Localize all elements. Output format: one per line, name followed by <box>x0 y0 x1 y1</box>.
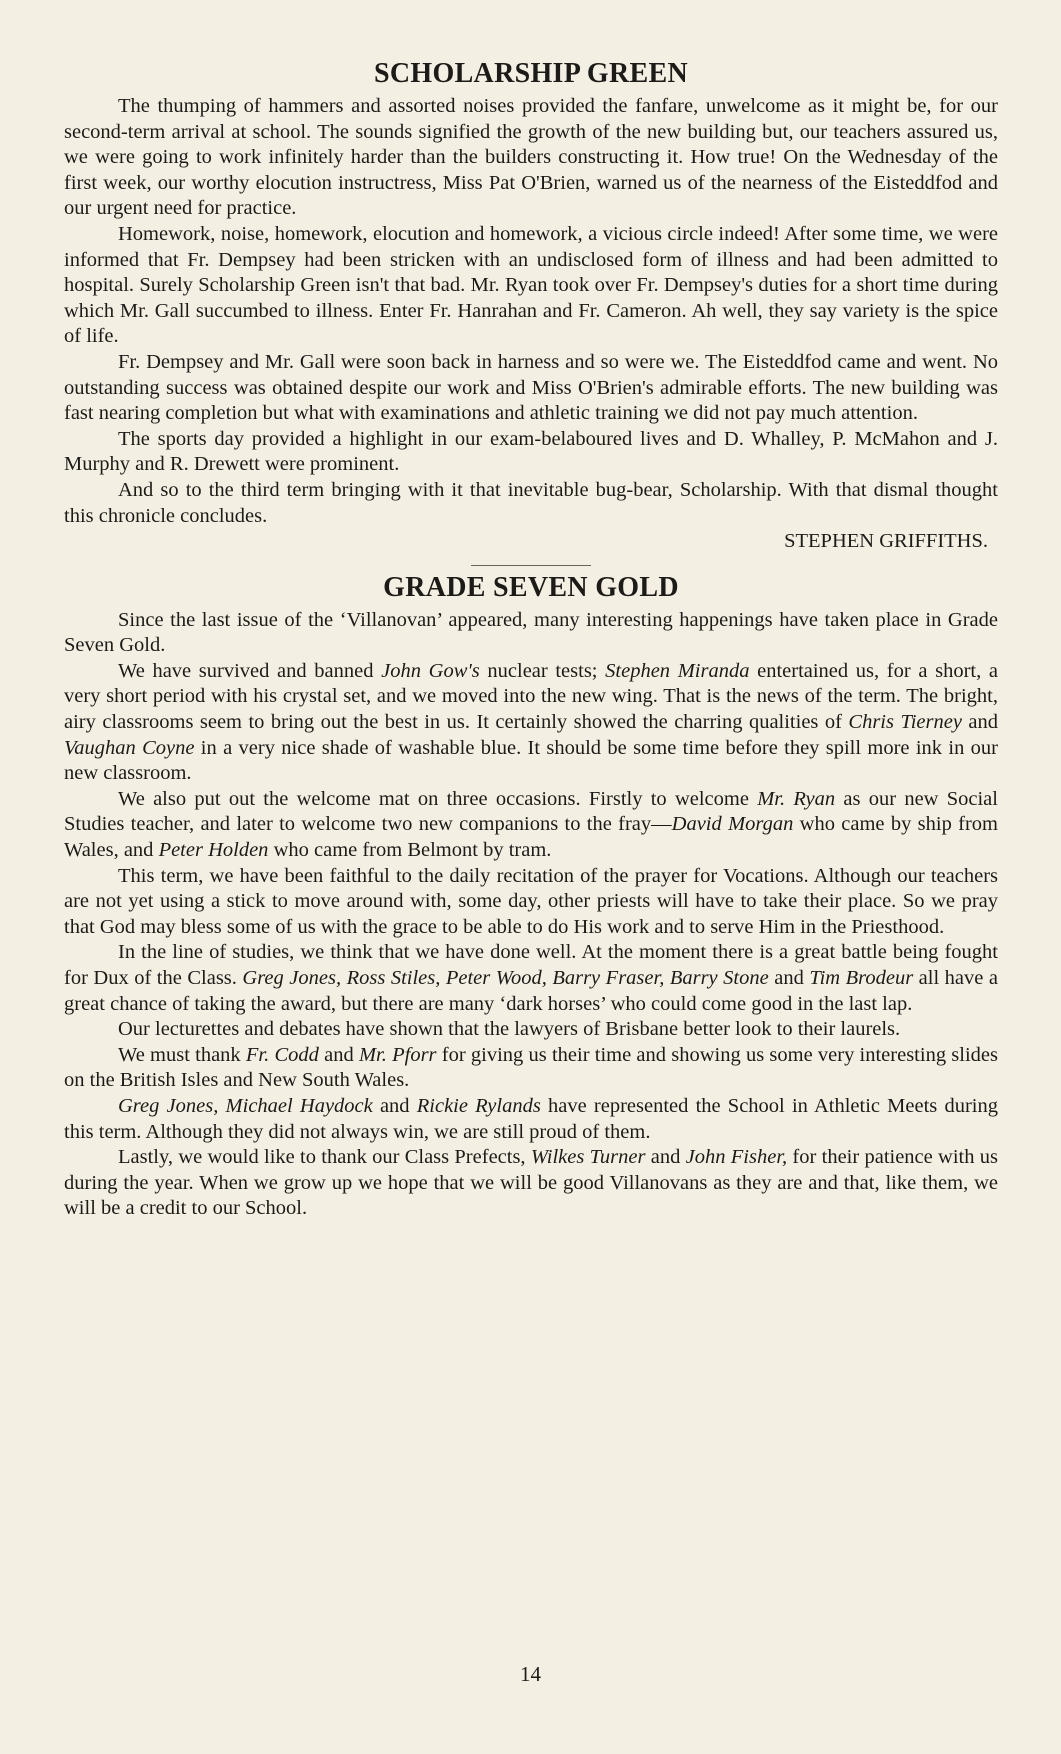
student-name: John Gow's <box>381 659 480 682</box>
teacher-name: Mr. Pforr <box>358 1043 437 1066</box>
paragraph: Lastly, we would like to thank our Class Prefects, Wilkes Turner and John Fisher, for their patience with us during the year. When we grow up we hope that we will be good Villanovans as they are and that, like them, we will be a credit to our School. <box>64 1146 998 1220</box>
paragraph: This term, we have been faithful to the daily recitation of the prayer for Vocations. Although our teachers are not yet using a stick to move around with, some day, other priests will have to take their place. So we pray that God may bless some of us with the grace to be able to do His work and to serve Him in the Priesthood. <box>64 864 998 938</box>
student-name: Vaughan Coyne <box>64 736 195 759</box>
paragraph: The thumping of hammers and assorted noises provided the fanfare, unwelcome as it might be, for our second-term arrival at school. The sounds signified the growth of the new building but, our teachers assured us, we were going to work infinitely harder than the builders constructing it. How true! On the Wednesday of the first week, our worthy elocution instructress, Miss Pat O'Brien, warned us of the nearness of the Eisteddfod and our urgent need for practice. <box>64 95 998 220</box>
paragraph: We also put out the welcome mat on three occasions. Firstly to welcome Mr. Ryan as our new Social Studies teacher, and later to welcome two new companions to the fray—David Morgan who came by ship from Wales, and Peter Holden who came from Belmont by tram. <box>64 787 998 862</box>
student-name: Tim Brodeur <box>809 967 914 989</box>
student-name: Peter Holden <box>158 839 269 862</box>
student-name: Wilkes Turner <box>530 1146 646 1169</box>
student-name: Chris Tierney <box>848 711 962 734</box>
paragraph: The sports day provided a highlight in our exam-belaboured lives and D. Whalley, P. McMahon and J. Murphy and R. Drewett were prominent. <box>64 427 998 476</box>
paragraph: Since the last issue of the ‘Villanovan’ appeared, many interesting happenings have taken place in Grade Seven Gold. <box>64 608 998 657</box>
teacher-name: Mr. Ryan <box>757 787 836 810</box>
student-name: Rickie Rylands <box>416 1094 541 1117</box>
page-number: 14 <box>520 1662 541 1686</box>
student-name: John Fisher, <box>685 1146 788 1169</box>
section-divider <box>471 565 591 566</box>
section-title-scholarship-green: SCHOLARSHIP GREEN <box>374 58 688 89</box>
student-names: Greg Jones, Michael Haydock <box>118 1094 373 1117</box>
paragraph: Greg Jones, Michael Haydock and Rickie Rylands have represented the School in Athletic Meets during this term. Although they did not always win, we are still proud of them. <box>64 1094 998 1143</box>
paragraph: We have survived and banned John Gow's nuclear tests; Stephen Miranda entertained us, for a short, a very short period with his crystal set, and we moved into the new wing. That is the news of the term. The bright, airy classrooms seem to bring out the best in us. It certainly showed the charring qualities of Chris Tierney and Vaughan Coyne in a very nice shade of washable blue. It should be some time before they spill more ink in our new classroom. <box>64 659 998 785</box>
paragraph: Homework, noise, homework, elocution and homework, a vicious circle indeed! After some time, we were informed that Fr. Dempsey had been stricken with an undisclosed form of illness and had been admitted to hospital. Surely Scholarship Green isn't that bad. Mr. Ryan took over Fr. Dempsey's duties for a short time during which Mr. Gall succumbed to illness. Enter Fr. Hanrahan and Fr. Cameron. Ah well, they say variety is the spice of life. <box>64 222 998 348</box>
teacher-name: Fr. Codd <box>245 1043 319 1066</box>
paragraph: And so to the third term bringing with it that inevitable bug-bear, Scholarship. With that dismal thought this chronicle concludes. <box>64 478 998 527</box>
paragraph: Fr. Dempsey and Mr. Gall were soon back in harness and so were we. The Eisteddfod came and went. No outstanding success was obtained despite our work and Miss O'Brien's admirable efforts. The new building was fast nearing completion but what with examinations and athletic training we did not pay much attention. <box>64 350 998 425</box>
author-signature: STEPHEN GRIFFITHS. <box>784 530 988 553</box>
student-name: Stephen Miranda <box>605 659 750 682</box>
student-name: David Morgan <box>671 813 794 836</box>
paragraph: In the line of studies, we think that we have done well. At the moment there is a great battle being fought for Dux of the Class. Greg Jones, Ross Stiles, Peter Wood, Barry Fraser, Barry Stone and Tim Brodeur all have a great chance of taking the award, but there are many ‘dark horses’ who could come good in the last lap. <box>64 941 998 1015</box>
student-names: Greg Jones, Ross Stiles, Peter Wood, Barry Fraser, Barry Stone <box>242 967 769 989</box>
paragraph: Our lecturettes and debates have shown that the lawyers of Brisbane better look to their laurels. <box>118 1018 901 1041</box>
section-title-grade-seven-gold: GRADE SEVEN GOLD <box>383 571 679 603</box>
document-page <box>64 58 998 1222</box>
paragraph: We must thank Fr. Codd and Mr. Pforr for giving us their time and showing us some very interesting slides on the British Isles and New South Wales. <box>64 1043 998 1092</box>
